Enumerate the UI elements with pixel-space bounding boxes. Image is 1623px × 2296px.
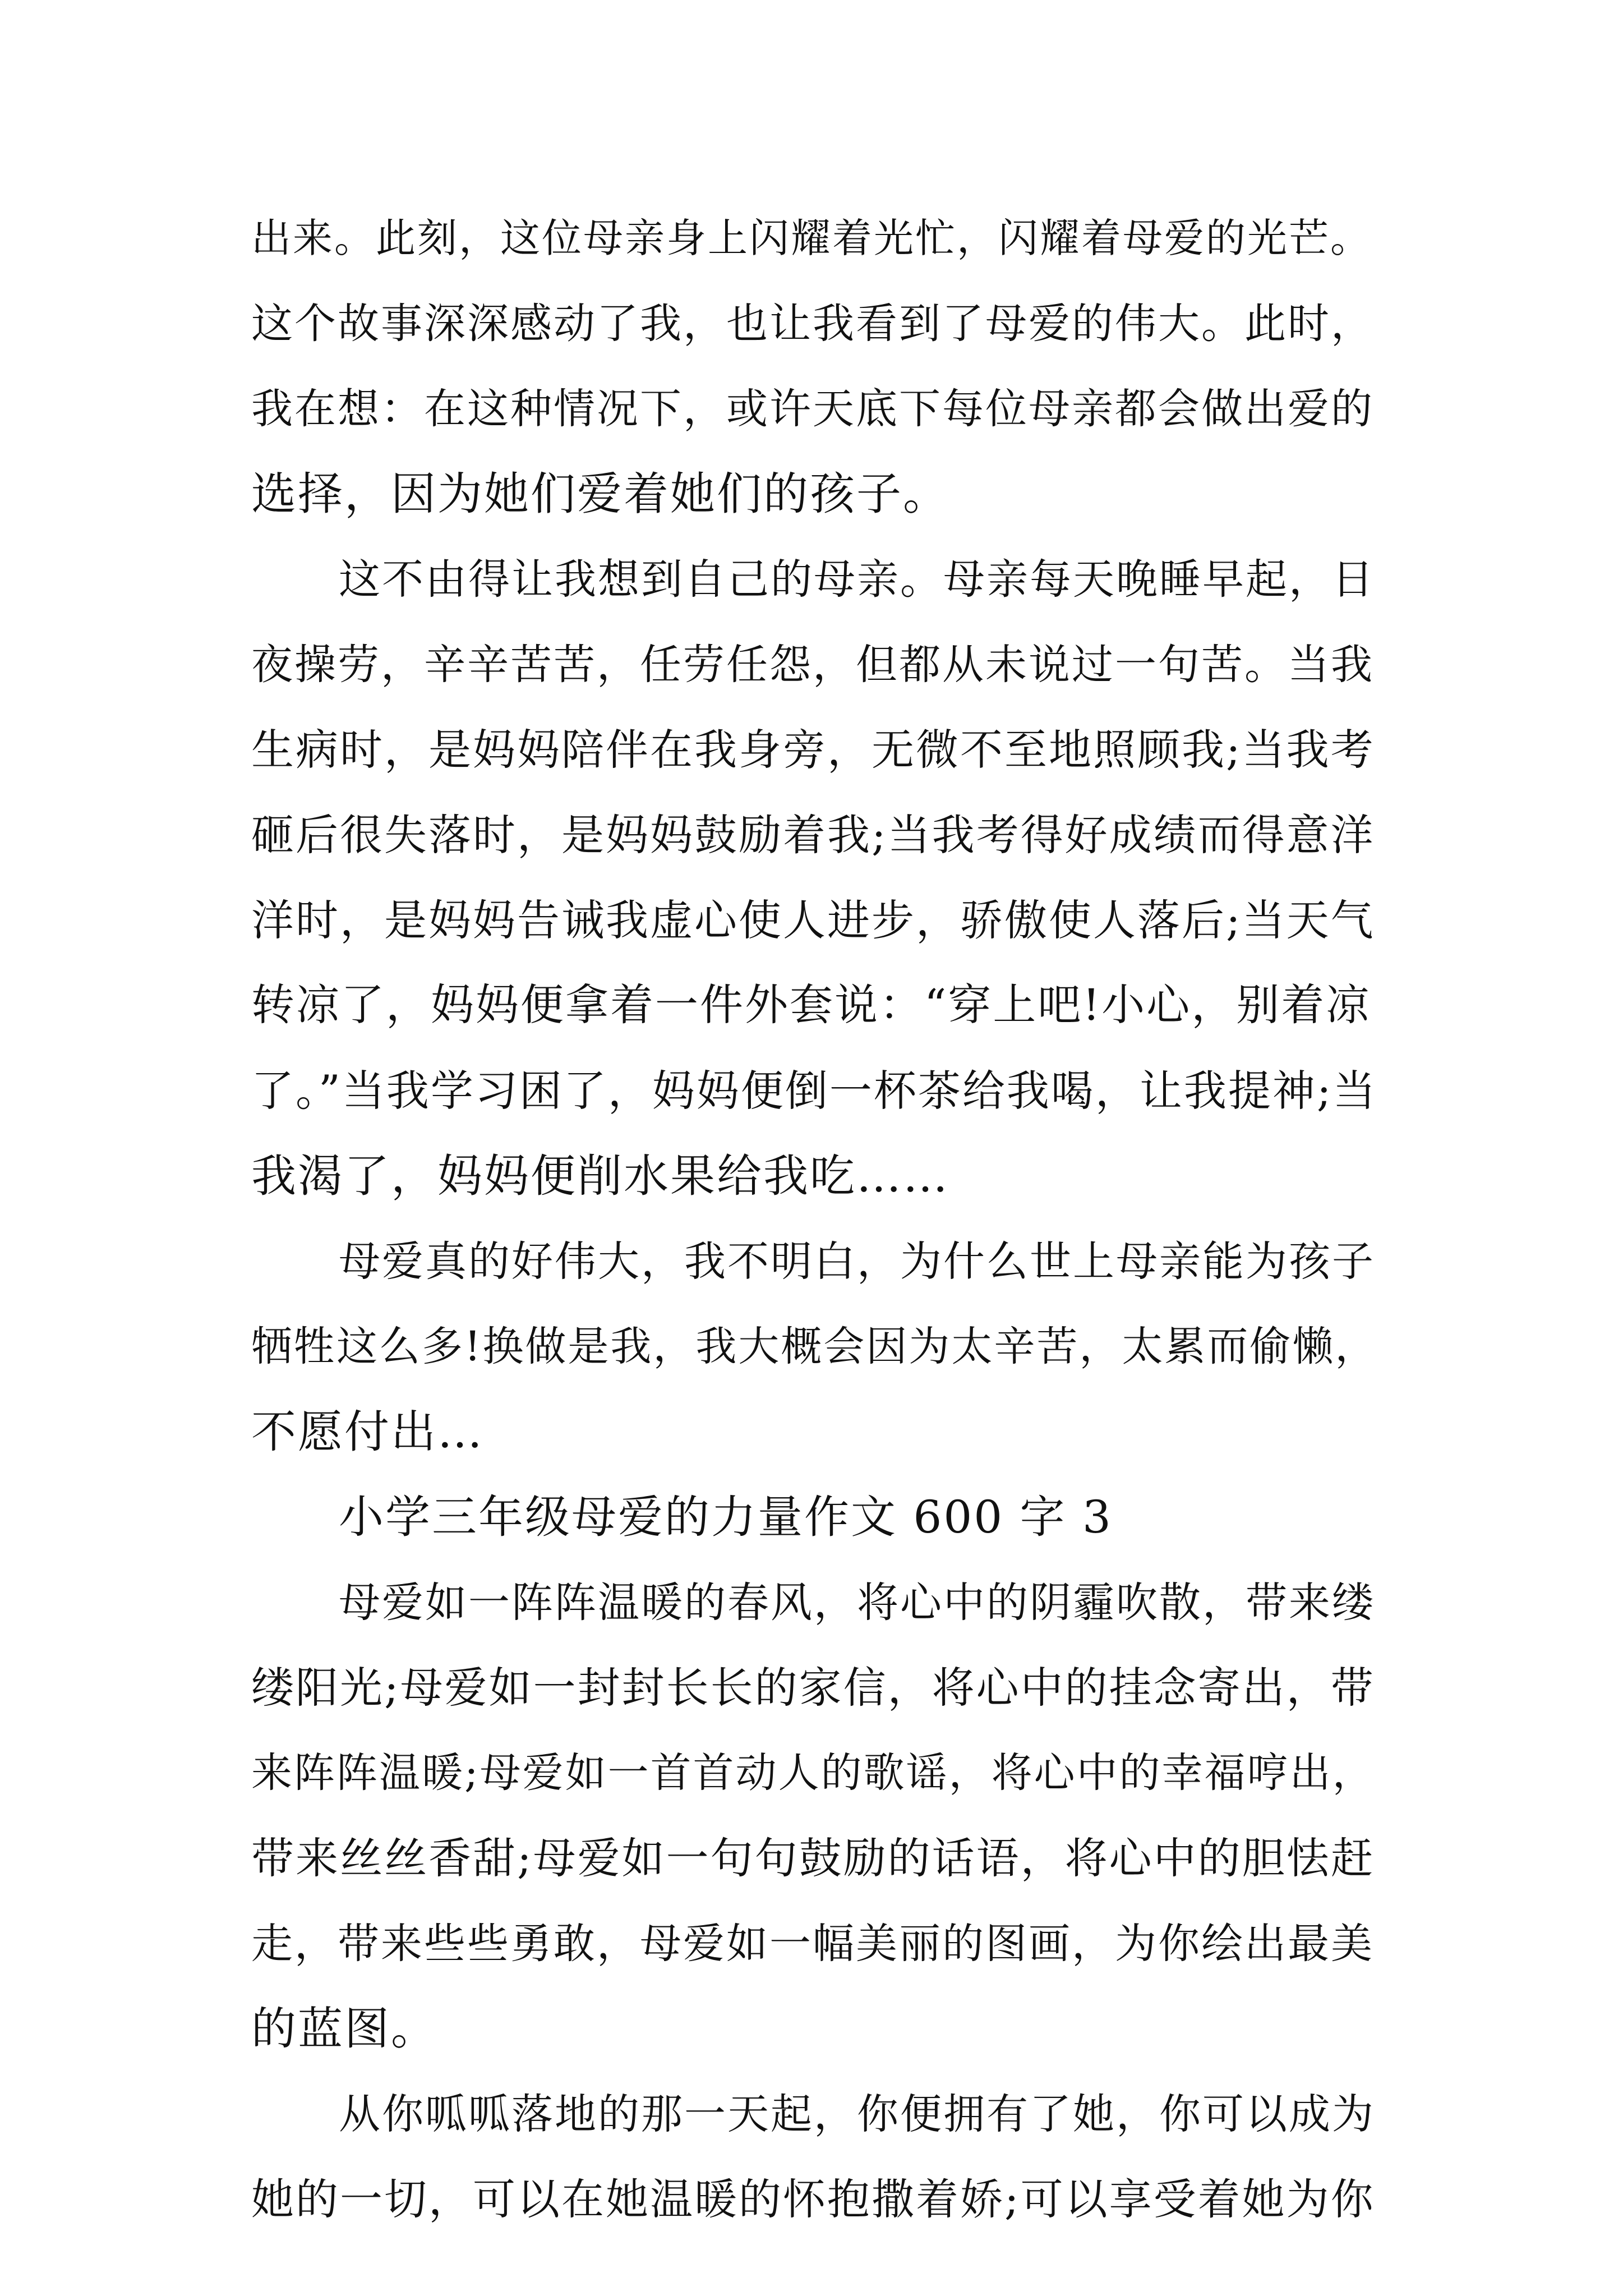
section-heading: 小学三年级母爱的力量作文 600 字 3 xyxy=(339,1491,1113,1543)
text-line: 的蓝图。 xyxy=(251,2003,437,2055)
text-line: 来阵阵温暖;母爱如一首首动人的歌谣，将心中的幸福哼出， xyxy=(251,1749,1375,1797)
text-line: 缕阳光;母爱如一封封长长的家信，将心中的挂念寄出，带 xyxy=(251,1663,1375,1713)
paragraph-start-line: 母爱真的好伟大，我不明白，为什么世上母亲能为孩子 xyxy=(339,1237,1375,1286)
text-line: 这个故事深深感动了我，也让我看到了母爱的伟大。此时， xyxy=(251,300,1374,348)
text-line: 砸后很失落时，是妈妈鼓励着我;当我考得好成绩而得意洋 xyxy=(251,810,1375,860)
text-line: 我渴了，妈妈便削水果给我吃…… xyxy=(251,1150,949,1202)
text-line: 生病时，是妈妈陪伴在我身旁，无微不至地照顾我;当我考 xyxy=(251,725,1375,775)
text-line: 选择，因为她们爱着她们的孩子。 xyxy=(251,468,949,520)
text-line: 不愿付出… xyxy=(251,1406,484,1458)
text-line: 出来。此刻，这位母亲身上闪耀着光忙，闪耀着母爱的光芒。 xyxy=(251,215,1372,261)
paragraph-start-line: 这不由得让我想到自己的母亲。母亲每天晚睡早起，日 xyxy=(339,555,1375,604)
text-line: 牺牲这么多!换做是我，我大概会因为太辛苦，太累而偷懒， xyxy=(251,1323,1378,1370)
text-line: 转凉了，妈妈便拿着一件外套说：“穿上吧!小心，别着凉 xyxy=(251,981,1371,1030)
text-line: 带来丝丝香甜;母爱如一句句鼓励的话语，将心中的胆怯赶 xyxy=(251,1833,1375,1883)
paragraph-start-line: 母爱如一阵阵温暖的春风，将心中的阴霾吹散，带来缕 xyxy=(339,1579,1375,1627)
paragraph-start-line: 从你呱呱落地的那一天起，你便拥有了她，你可以成为 xyxy=(339,2090,1375,2138)
text-line: 她的一切，可以在她温暖的怀抱撒着娇;可以享受着她为你 xyxy=(251,2174,1375,2224)
text-line: 了。”当我学习困了，妈妈便倒一杯茶给我喝，让我提神;当 xyxy=(251,1066,1377,1116)
text-line: 走，带来些些勇敢，母爱如一幅美丽的图画，为你绘出最美 xyxy=(251,1920,1374,1968)
text-line: 我在想：在这种情况下，或许天底下每位母亲都会做出爱的 xyxy=(251,385,1374,433)
text-line: 洋时，是妈妈告诫我虚心使人进步，骄傲使人落后;当天气 xyxy=(251,895,1375,945)
text-line: 夜操劳，辛辛苦苦，任劳任怨，但都从未说过一句苦。当我 xyxy=(251,641,1374,689)
